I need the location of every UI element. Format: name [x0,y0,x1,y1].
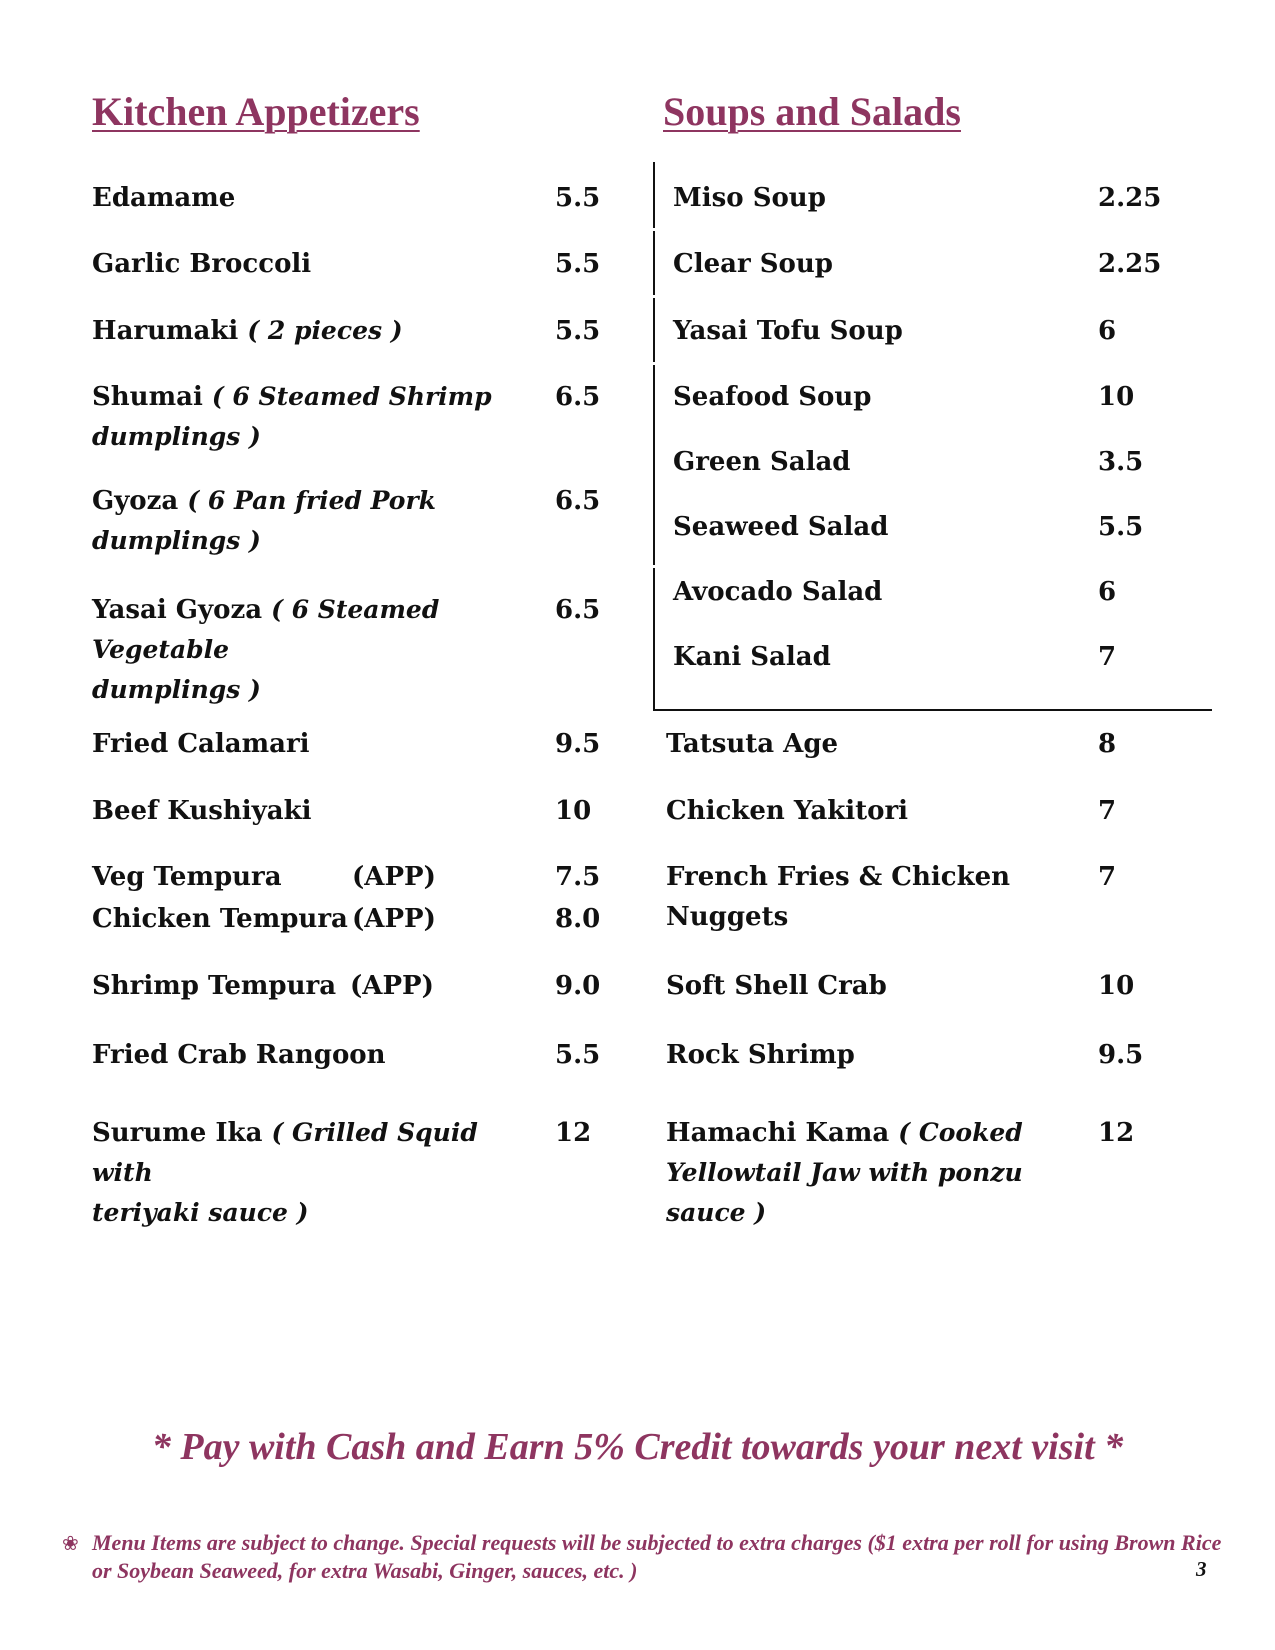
menu-item [92,481,532,561]
menu-item [92,1113,532,1233]
item-tag: (APP) [352,862,436,892]
flower-icon: ❀ [62,1531,79,1555]
item-name: Harumaki [92,316,239,346]
menu-item [92,311,403,351]
item-price: 9.5 [555,729,601,759]
menu-item: Seaweed Salad [673,512,889,542]
item-tag: (APP) [352,904,436,934]
menu-item: Miso Soup [673,183,826,213]
item-price: 9.0 [555,971,601,1001]
divider-line [653,231,655,295]
item-description-line2: dumplings ) [92,526,261,555]
item-name: Gyoza [92,486,179,516]
item-description-line2: dumplings ) [92,422,261,451]
promo-banner: * Pay with Cash and Earn 5% Credit towards your next visit * [151,1426,1124,1468]
page-number: 3 [1196,1557,1207,1581]
item-price: 9.5 [1098,1040,1144,1070]
item-price: 10 [1098,971,1135,1001]
item-price: 6 [1098,577,1117,607]
item-description: ( Grilled Squid with [92,1118,478,1187]
item-description: ( 2 pieces ) [247,316,403,345]
item-price: 5.5 [1098,512,1144,542]
item-name: Fried Calamari [92,729,310,759]
item-price: 7 [1098,862,1117,892]
divider-line [653,298,655,362]
item-price: 5.5 [555,249,601,279]
menu-item [92,178,235,218]
item-price: 3.5 [1098,447,1144,477]
divider-line [653,365,655,565]
item-description: ( 6 Pan fried Pork [187,486,436,515]
menu-item [92,899,348,939]
item-name: Beef Kushiyaki [92,796,312,826]
item-price: 10 [555,796,592,826]
menu-item [92,966,336,1006]
menu-item [92,1035,386,1075]
item-price: 7 [1098,642,1117,672]
item-price: 8.0 [555,904,601,934]
menu-item [92,724,310,764]
item-name: French Fries & Chicken [666,862,1011,892]
item-price: 6.5 [555,382,601,412]
item-price: 2.25 [1098,249,1162,279]
menu-item [92,590,552,710]
heading-kitchen-appetizers: Kitchen Appetizers [92,89,420,134]
item-price: 10 [1098,382,1135,412]
item-price: 5.5 [555,183,601,213]
item-tag: (APP) [350,971,434,1001]
item-price: 2.25 [1098,183,1162,213]
menu-item: Tatsuta Age [666,729,839,759]
item-description-line2: dumplings ) [92,675,261,704]
menu-item [92,377,532,457]
item-description: ( Cooked [898,1118,1023,1147]
item-price: 12 [1098,1118,1135,1148]
menu-item [92,857,282,897]
menu-item: Seafood Soup [673,382,872,412]
item-description-line2: teriyaki sauce ) [92,1198,309,1227]
item-name: Chicken Tempura [92,904,348,934]
item-name: Edamame [92,183,236,213]
menu-item: Soft Shell Crab [666,971,887,1001]
item-price: 7.5 [555,862,601,892]
item-name: Hamachi Kama [666,1118,890,1148]
heading-soups-and-salads: Soups and Salads [663,89,961,134]
item-name: Yasai Gyoza [92,595,263,625]
menu-item [92,244,311,284]
item-name-line2: Nuggets [666,902,789,932]
item-price: 5.5 [555,316,601,346]
menu-item [666,1113,1096,1233]
divider-line [653,568,655,710]
menu-item [666,857,1010,937]
item-price: 8 [1098,729,1117,759]
menu-item: Yasai Tofu Soup [673,316,903,346]
item-name: Shumai [92,382,203,412]
item-name: Surume Ika [92,1118,263,1148]
menu-item: Kani Salad [673,642,831,672]
item-price: 6 [1098,316,1117,346]
item-description: ( 6 Steamed Shrimp [211,382,492,411]
divider-line [653,709,1212,711]
item-description-line2: Yellowtail Jaw with ponzu sauce ) [666,1158,1023,1227]
item-name: Shrimp Tempura [92,971,337,1001]
menu-item: Rock Shrimp [666,1040,855,1070]
menu-item: Clear Soup [673,249,833,279]
item-description: ( 6 Steamed Vegetable [92,595,440,664]
menu-item: Avocado Salad [673,577,883,607]
item-price: 12 [555,1118,592,1148]
item-price: 6.5 [555,486,601,516]
item-price: 5.5 [555,1040,601,1070]
item-price: 6.5 [555,595,601,625]
item-price: 7 [1098,796,1117,826]
item-name: Fried Crab Rangoon [92,1040,386,1070]
divider-line [653,162,655,228]
footnote: Menu Items are subject to change. Special requests will be subjected to extra charges ($1 extra per roll for using Brown Rice or Soybean Seaweed, for extra Wasabi, Ginger, sauces, etc. ) [92,1530,1222,1583]
item-name: Veg Tempura [92,862,282,892]
menu-item: Chicken Yakitori [666,796,909,826]
item-name: Garlic Broccoli [92,249,312,279]
menu-item [92,791,312,831]
menu-item: Green Salad [673,447,851,477]
